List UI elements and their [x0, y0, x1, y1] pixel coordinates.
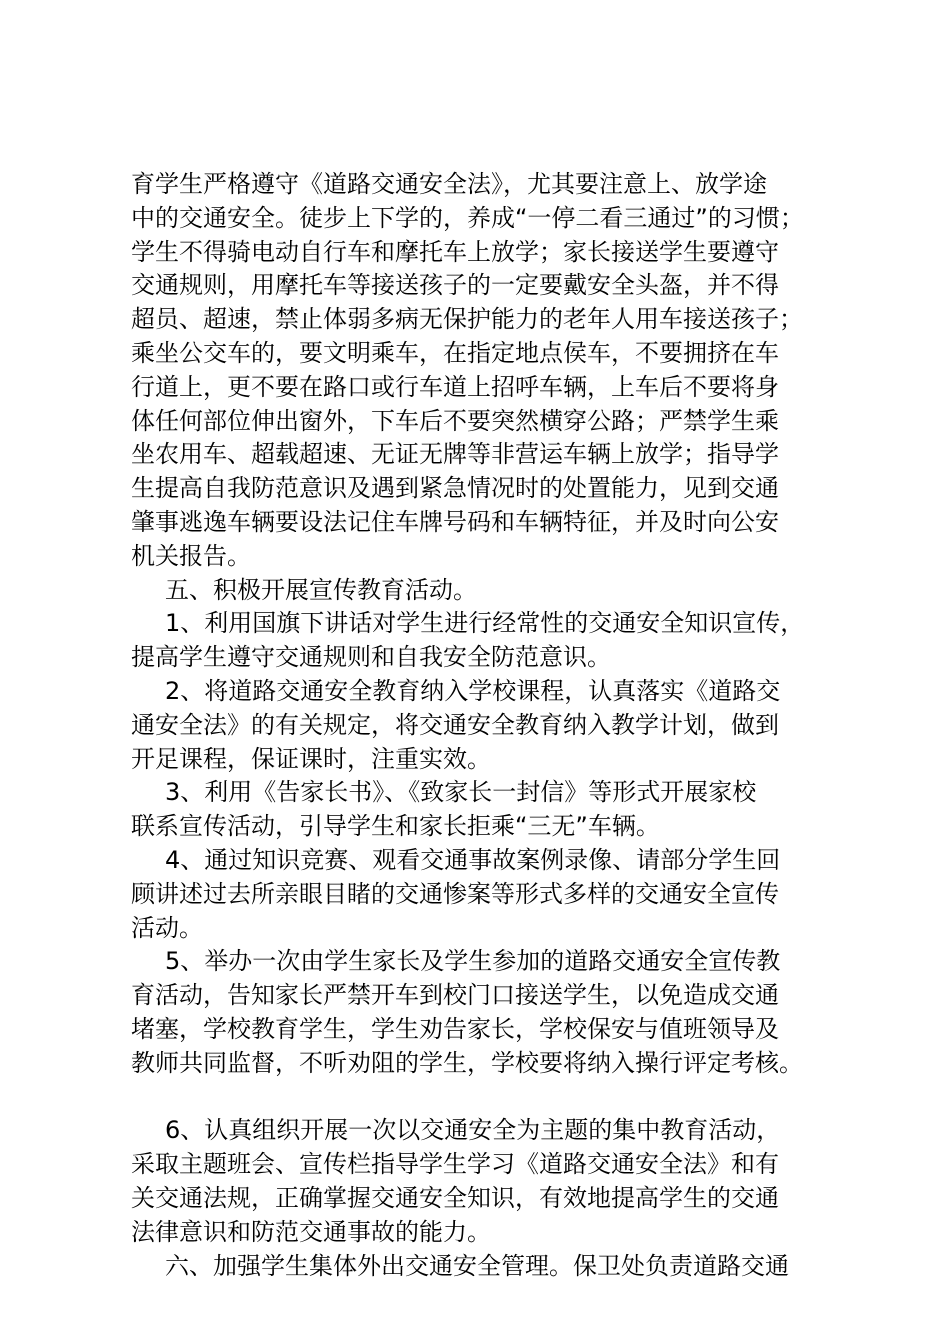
text-line: 学生不得骑电动自行车和摩托车上放学；家长接送学生要遵守: [131, 237, 779, 266]
text-line: 3、利用《告家长书》、《致家长一封信》等形式开展家校: [165, 778, 757, 807]
text-line: 机关报告。: [131, 541, 251, 570]
text-line: 通安全法》的有关规定，将交通安全教育纳入教学计划，做到: [131, 710, 779, 739]
text-line: 关交通法规，正确掌握交通安全知识，有效地提高学生的交通: [131, 1183, 779, 1212]
text-line: 联系宣传活动，引导学生和家长拒乘“三无”车辆。: [131, 812, 660, 841]
text-line: 5、举办一次由学生家长及学生参加的道路交通安全宣传教: [165, 947, 781, 976]
text-line: 法律意识和防范交通事故的能力。: [131, 1217, 491, 1246]
text-line: 2、将道路交通安全教育纳入学校课程，认真落实《道路交: [165, 676, 781, 705]
text-line: 1、利用国旗下讲话对学生进行经常性的交通安全知识宣传，: [165, 609, 805, 638]
text-line: 育活动，告知家长严禁开车到校门口接送学生，以免造成交通: [131, 981, 779, 1010]
body-text: [131, 168, 851, 1283]
text-line: 生提高自我防范意识及遇到紧急情况时的处置能力，见到交通: [131, 474, 779, 503]
text-line: 育学生严格遵守《道路交通安全法》，尤其要注意上、放学途: [131, 170, 767, 198]
text-line: 中的交通安全。徒步上下学的，养成“一停二看三通过”的习惯；: [131, 203, 804, 232]
text-line: 4、通过知识竞赛、观看交通事故案例录像、请部分学生回: [165, 845, 781, 874]
text-line: 超员、超速，禁止体弱多病无保护能力的老年人用车接送孩子；: [131, 305, 803, 334]
text-line: 行道上，更不要在路口或行车道上招呼车辆，上车后不要将身: [131, 372, 779, 401]
text-line: 教师共同监督，不听劝阻的学生，学校要将纳入操行评定考核。: [131, 1048, 803, 1077]
text-line: 交通规则，用摩托车等接送孩子的一定要戴安全头盔，并不得: [131, 271, 779, 300]
text-line: 体任何部位伸出窗外，下车后不要突然横穿公路；严禁学生乘: [131, 406, 779, 435]
text-line: 肇事逃逸车辆要设法记住车牌号码和车辆特征，并及时向公安: [131, 507, 779, 536]
text-line: 乘坐公交车的，要文明乘车，在指定地点侯车，不要拥挤在车: [131, 338, 779, 367]
text-line: 五、积极开展宣传教育活动。: [165, 575, 477, 604]
text-line: 堵塞，学校教育学生，学生劝告家长，学校保安与值班领导及: [131, 1014, 779, 1043]
blank-line: [131, 1081, 851, 1115]
text-line: 六、加强学生集体外出交通安全管理。保卫处负责道路交通: [165, 1251, 789, 1280]
text-line: 坐农用车、超载超速、无证无牌等非营运车辆上放学；指导学: [131, 440, 779, 469]
text-line: 提高学生遵守交通规则和自我安全防范意识。: [131, 643, 611, 672]
text-line: 活动。: [131, 913, 203, 942]
text-line: 顾讲述过去所亲眼目睹的交通惨案等形式多样的交通安全宣传: [131, 879, 779, 908]
text-line: 6、认真组织开展一次以交通安全为主题的集中教育活动，: [165, 1116, 781, 1145]
text-line: 开足课程，保证课时，注重实效。: [131, 744, 491, 773]
text-line: 采取主题班会、宣传栏指导学生学习《道路交通安全法》和有: [131, 1150, 779, 1179]
